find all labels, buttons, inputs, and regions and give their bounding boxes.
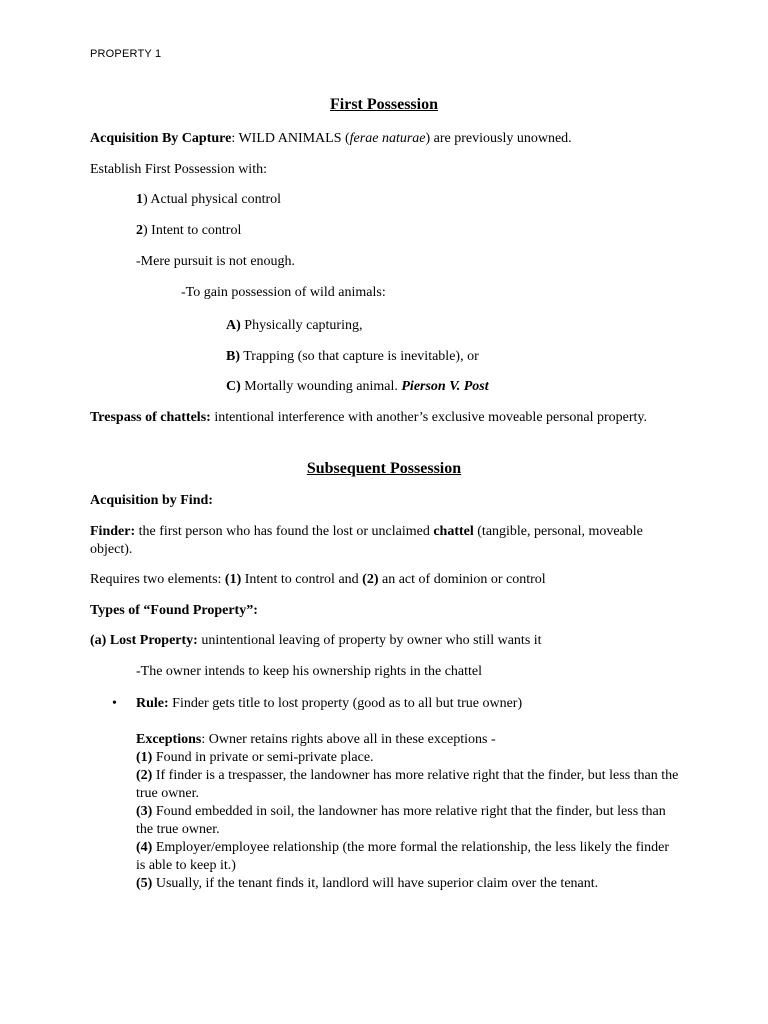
exception-3 xyxy=(136,803,681,839)
sub-a-label: A) xyxy=(226,318,241,333)
item-1-text: ) Actual physical control xyxy=(143,192,282,207)
item-1-num: 1 xyxy=(136,192,143,207)
sub-c-text: Mortally wounding animal. xyxy=(240,379,402,394)
lost-text: unintentional leaving of property by owner who still wants it xyxy=(197,633,542,648)
requires-d: an act of dominion or control xyxy=(378,572,546,587)
requires-line xyxy=(90,571,546,589)
rule-line xyxy=(136,695,522,713)
exceptions-label: Exceptions xyxy=(136,732,202,747)
exceptions-text: : Owner retains rights above all in these exceptions - xyxy=(201,732,496,747)
sub-item-b xyxy=(226,348,479,366)
trespass-text: intentional interference with another’s exclusive moveable personal property. xyxy=(210,410,647,425)
exceptions-heading xyxy=(136,731,681,749)
section-title-first-possession: First Possession xyxy=(330,96,438,113)
exception-5-num: (5) xyxy=(136,876,153,891)
acq-capture-text-a: : WILD ANIMALS ( xyxy=(231,131,350,146)
exception-5 xyxy=(136,875,681,893)
finder-bold: chattel xyxy=(433,524,474,539)
exception-4-text: Employer/employee relationship (the more formal the relationship, the less likely the finder is able to keep it.) xyxy=(136,840,670,873)
exception-1-num: (1) xyxy=(136,750,153,765)
requires-num-1: (1) xyxy=(224,572,242,587)
exception-3-num: (3) xyxy=(136,804,153,819)
lost-property-line xyxy=(90,632,542,650)
item-2 xyxy=(136,222,241,240)
exception-3-text: Found embedded in soil, the landowner has more relative right that the finder, but less than the true owner. xyxy=(136,804,666,837)
trespass-of-chattels xyxy=(90,409,660,427)
exception-2-text: If finder is a trespasser, the landowner has more relative right that the finder, but less than the true owner. xyxy=(136,768,679,801)
rule-text: Finder gets title to lost property (good as to all but true owner) xyxy=(168,696,523,711)
exception-4-num: (4) xyxy=(136,840,153,855)
sub-a-text: Physically capturing, xyxy=(240,318,363,333)
acq-find-label: Acquisition by Find: xyxy=(90,493,213,508)
types-label: Types of “Found Property”: xyxy=(90,603,258,618)
rule-label: Rule: xyxy=(136,696,169,711)
section-title-subsequent-possession: Subsequent Possession xyxy=(306,460,462,477)
types-heading xyxy=(90,602,258,620)
acq-capture-label: Acquisition By Capture xyxy=(90,131,232,146)
lost-label: (a) Lost Property: xyxy=(90,633,198,648)
to-gain-line: -To gain possession of wild animals: xyxy=(181,285,386,300)
requires-c: Intent to control and xyxy=(241,572,363,587)
acquisition-by-find xyxy=(90,492,213,510)
item-2-text: ) Intent to control xyxy=(143,223,242,238)
page-header: PROPERTY 1 xyxy=(90,48,162,60)
acquisition-by-capture xyxy=(90,130,572,148)
owner-intends-line: -The owner intends to keep his ownership rights in the chattel xyxy=(136,664,483,679)
finder-text-a: the first person who has found the lost or unclaimed xyxy=(135,524,434,539)
finder-label: Finder: xyxy=(90,524,136,539)
exception-4 xyxy=(136,839,681,875)
sub-b-text: Trapping (so that capture is inevitable), or xyxy=(240,349,479,364)
exception-5-text: Usually, if the tenant finds it, landlord will have superior claim over the tenant. xyxy=(152,876,599,891)
establish-line: Establish First Possession with: xyxy=(90,162,267,177)
exception-2-num: (2) xyxy=(136,768,153,783)
case-citation: Pierson V. Post xyxy=(401,379,489,394)
exception-2 xyxy=(136,767,681,803)
acq-capture-italic: ferae naturae xyxy=(349,131,426,146)
finder-text-b: (tangible, personal, moveable object). xyxy=(90,524,643,557)
sub-item-c xyxy=(226,378,489,396)
acq-capture-text-b: ) are previously unowned. xyxy=(425,131,572,146)
exception-1 xyxy=(136,749,681,767)
requires-num-2: (2) xyxy=(362,572,379,587)
item-2-num: 2 xyxy=(136,223,143,238)
trespass-label: Trespass of chattels: xyxy=(90,410,211,425)
requires-a: Requires two elements: xyxy=(90,572,225,587)
exception-1-text: Found in private or semi-private place. xyxy=(152,750,374,765)
sub-item-a xyxy=(226,317,362,335)
item-1 xyxy=(136,191,281,209)
sub-b-label: B) xyxy=(226,349,240,364)
exceptions-block xyxy=(136,731,681,893)
sub-c-label: C) xyxy=(226,379,241,394)
finder-definition xyxy=(90,523,670,559)
bullet-icon: • xyxy=(112,696,117,711)
mere-pursuit-line: -Mere pursuit is not enough. xyxy=(136,254,296,269)
